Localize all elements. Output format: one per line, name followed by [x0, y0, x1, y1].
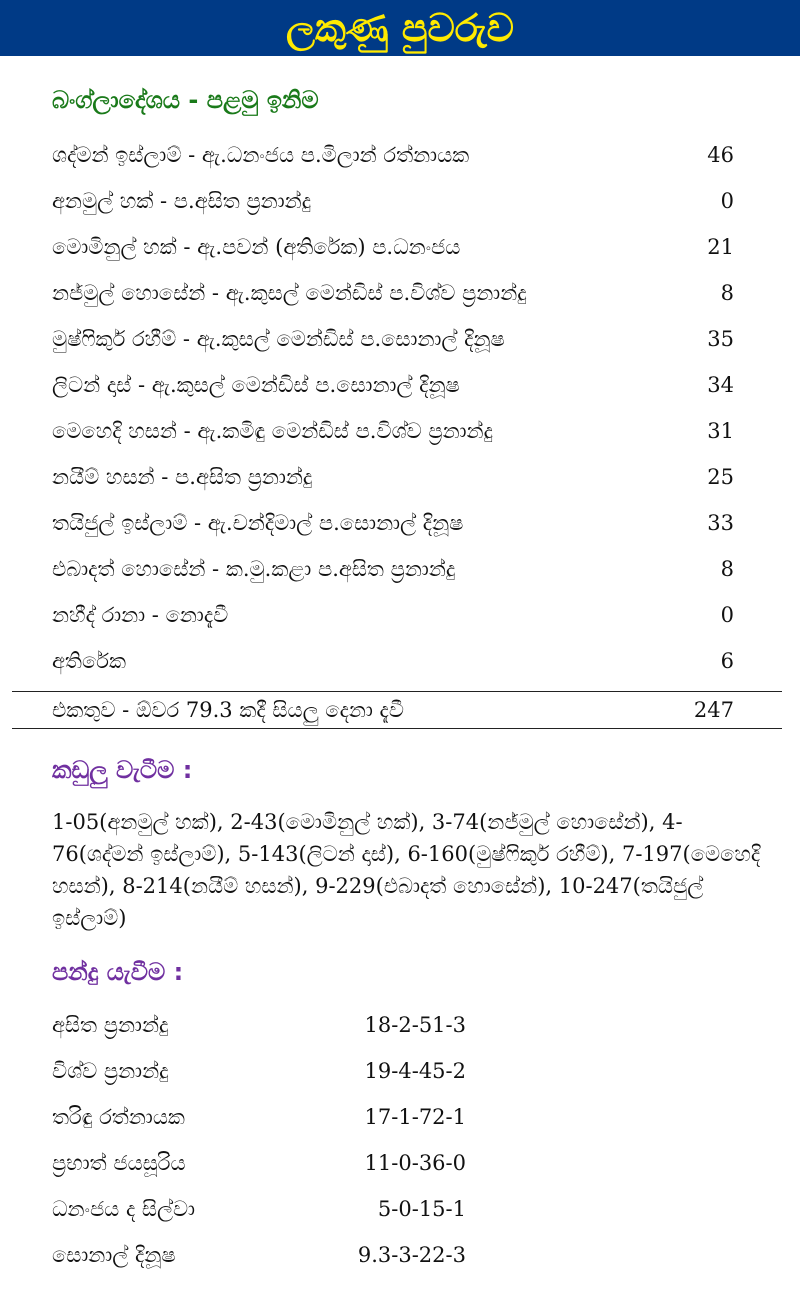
- batting-row: [52, 592, 742, 638]
- bowling-row: [52, 1048, 472, 1094]
- batter-dismissal: එබාදත් හොසේන් - ක.මු.කළා ප.අසිත ප්‍රනාන්දු: [52, 557, 456, 581]
- bowler-name: ප්‍රභාත් ජයසූරිය: [52, 1151, 186, 1175]
- batter-dismissal: නජ්මුල් හොසේන් - ඇ.කුසල් මෙන්ඩිස් ප.විශ්ව ප්‍රනාන්දු: [52, 281, 527, 305]
- page-title: ලකුණු පුවරුව: [286, 6, 514, 50]
- batter-dismissal: මෙහෙදි හසන් - ඇ.කමිඳු මෙන්ඩිස් ප.විශ්ව ප්‍රනාන්දු: [52, 419, 493, 443]
- bowler-figures: 5-0-15-1: [377, 1197, 466, 1221]
- bowler-name: ධනංජය ද සිල්වා: [52, 1197, 196, 1221]
- batter-runs: 0: [720, 189, 734, 213]
- batter-dismissal: නහීද් රානා - නොදැවී: [52, 603, 229, 627]
- batter-runs: 8: [720, 281, 734, 305]
- bowler-figures: 11-0-36-0: [364, 1151, 466, 1175]
- bowling-row: [52, 1186, 472, 1232]
- batting-row: [52, 178, 742, 224]
- batter-dismissal: මුෂ්ෆිකුර් රහීම් - ඇ.කුසල් මෙන්ඩිස් ප.සොනාල් දිනූෂ: [52, 327, 505, 351]
- batter-runs: 25: [707, 465, 734, 489]
- scorecard-header: [0, 0, 800, 56]
- bowling-row: [52, 1094, 472, 1140]
- bowler-figures: 18-2-51-3: [364, 1013, 466, 1037]
- batter-runs: 46: [707, 143, 734, 167]
- bowling-row: [52, 1002, 472, 1048]
- batting-row: [52, 270, 742, 316]
- bowler-figures: 9.3-3-22-3: [357, 1243, 466, 1267]
- batter-dismissal: ලිටන් දාස් - ඇ.කුසල් මෙන්ඩිස් ප.සොනාල් දිනූෂ: [52, 373, 460, 397]
- batter-runs: 34: [707, 373, 734, 397]
- bowler-name: අසිත ප්‍රනාන්දු: [52, 1013, 169, 1037]
- bowler-name: සොනාල් දිනූෂ: [52, 1243, 176, 1267]
- extras-label: අතිරේක: [52, 649, 127, 673]
- fall-of-wickets-text: 1-05(අනමුල් හක්), 2-43(මොමිනුල් හක්), 3-74(නජ්මුල් හොසේන්), 4-76(ශද්මන් ඉස්ලාම්), 5-143(ලිටන් දාස්), 6-160(මුෂ්ෆිකුර් රහීම්), 7-197(මෙහෙදි හසන්), 8-214(නයීම් හසන්), 9-229(එබාදත් හොසේන්), 10-247(තයිජුල් ඉස්ලාම්): [52, 810, 761, 930]
- batter-runs: 21: [707, 235, 734, 259]
- batting-row: [52, 546, 742, 592]
- batter-dismissal: මොමිනුල් හක් - ඇ.පවන් (අතිරේක) ප.ධනංජය: [52, 235, 461, 259]
- extras-runs: 6: [720, 649, 734, 673]
- batter-dismissal: ශද්මන් ඉස්ලාම් - ඇ.ධනංජය ප.මිලාන් රත්නායක: [52, 143, 470, 167]
- batter-runs: 0: [720, 603, 734, 627]
- bowling-row: [52, 1232, 472, 1278]
- batting-row: [52, 316, 742, 362]
- bowling-row: [52, 1140, 472, 1186]
- batting-table: [52, 132, 742, 684]
- batter-dismissal: නයීම් හසන් - ප.අසිත ප්‍රනාන්දු: [52, 465, 313, 489]
- batter-runs: 35: [707, 327, 734, 351]
- batting-row: [52, 408, 742, 454]
- batter-dismissal: අනමුල් හක් - ප.අසිත ප්‍රනාන්දු: [52, 189, 312, 213]
- batting-row: [52, 362, 742, 408]
- batting-row: [52, 224, 742, 270]
- batting-row: [52, 454, 742, 500]
- batter-runs: 33: [707, 511, 734, 535]
- extras-row: [52, 638, 742, 684]
- innings-heading: බංග්ලාදේශය - පළමු ඉනිම: [52, 86, 319, 114]
- bowler-figures: 19-4-45-2: [364, 1059, 466, 1083]
- total-label: එකතුව - ඕවර 79.3 කදී සියලු දෙනා දැවී: [52, 698, 404, 722]
- fall-of-wickets-heading: කඩුලු වැටීම :: [52, 756, 193, 784]
- bowler-name: තරිඳු රත්නායක: [52, 1105, 185, 1129]
- bowling-table: [52, 1002, 472, 1278]
- bowler-name: විශ්ව ප්‍රනාන්දු: [52, 1059, 169, 1083]
- batter-runs: 31: [707, 419, 734, 443]
- batting-row: [52, 500, 742, 546]
- batter-runs: 8: [720, 557, 734, 581]
- bowling-heading: පන්දු යැවීම :: [52, 958, 184, 986]
- bowler-figures: 17-1-72-1: [364, 1105, 466, 1129]
- total-runs: 247: [693, 698, 734, 722]
- total-row: [52, 692, 742, 728]
- batter-dismissal: තයිජුල් ඉස්ලාම් - ඇ.චන්දිමාල් ප.සොනාල් දිනූෂ: [52, 511, 464, 535]
- batting-row: [52, 132, 742, 178]
- total-divider-bottom: [12, 728, 782, 729]
